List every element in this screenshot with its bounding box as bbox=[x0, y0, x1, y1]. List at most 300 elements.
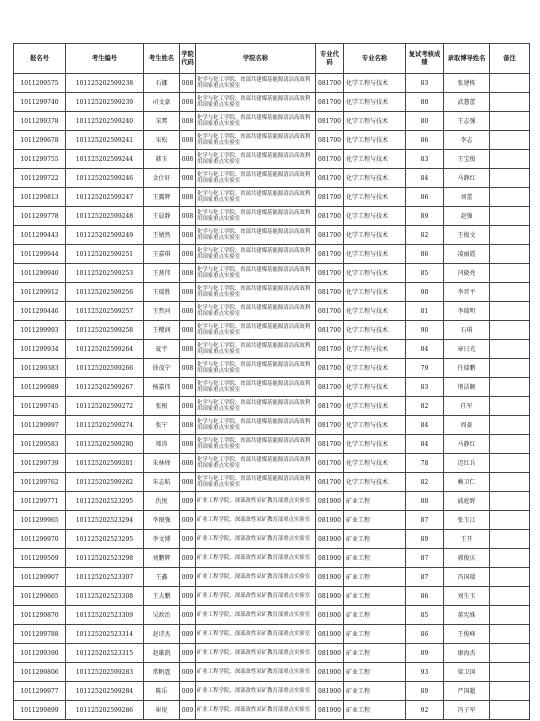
college-code-cell: 009 bbox=[180, 644, 196, 663]
application-no-cell: 1011299813 bbox=[14, 188, 66, 207]
college-name-cell: 化学与化工学院、省部共建煤基能源清洁高效利用国家重点实验室 bbox=[196, 150, 316, 169]
supervisor-cell: 郭俊庆 bbox=[444, 549, 490, 568]
major-name-cell: 化学工程与技术 bbox=[344, 302, 406, 321]
candidate-name-cell: 夏宇 bbox=[144, 340, 180, 359]
college-code-cell: 008 bbox=[180, 416, 196, 435]
table-row bbox=[14, 378, 530, 397]
retest-score-cell: 85 bbox=[406, 264, 444, 283]
candidate-name-cell: 常帆霆 bbox=[144, 663, 180, 682]
table-row bbox=[14, 340, 530, 359]
remarks-cell bbox=[490, 302, 530, 321]
application-no-cell: 1011299755 bbox=[14, 150, 66, 169]
college-name-cell: 化学与化工学院、省部共建煤基能源清洁高效利用国家重点实验室 bbox=[196, 207, 316, 226]
table-row bbox=[14, 416, 530, 435]
candidate-no-cell: 101125202599267 bbox=[66, 378, 144, 397]
application-no-cell: 1011299806 bbox=[14, 663, 66, 682]
remarks-cell bbox=[490, 568, 530, 587]
supervisor-cell: 凌丽霞 bbox=[444, 245, 490, 264]
candidate-no-cell: 101125202599272 bbox=[66, 397, 144, 416]
application-no-cell: 1011299443 bbox=[14, 226, 66, 245]
retest-score-cell: 86 bbox=[406, 131, 444, 150]
major-code-cell: 081700 bbox=[316, 283, 344, 302]
application-no-cell: 1011299934 bbox=[14, 340, 66, 359]
application-no-cell: 1011299977 bbox=[14, 682, 66, 701]
college-name-cell: 化学与化工学院、省部共建煤基能源清洁高效利用国家重点实验室 bbox=[196, 378, 316, 397]
retest-score-cell: 86 bbox=[406, 587, 444, 606]
candidate-name-cell: 陈乐 bbox=[144, 682, 180, 701]
candidate-no-cell: 101125202599283 bbox=[66, 663, 144, 682]
candidate-name-cell: 王婧然 bbox=[144, 226, 180, 245]
retest-score-cell: 87 bbox=[406, 568, 444, 587]
supervisor-cell: 荆洁颖 bbox=[444, 378, 490, 397]
major-name-cell: 化学工程与技术 bbox=[344, 473, 406, 492]
table-row bbox=[14, 188, 530, 207]
remarks-cell bbox=[490, 606, 530, 625]
college-code-cell: 009 bbox=[180, 625, 196, 644]
table-row bbox=[14, 625, 530, 644]
remarks-cell bbox=[490, 378, 530, 397]
application-no-cell: 1011299788 bbox=[14, 625, 66, 644]
application-no-cell: 1011299912 bbox=[14, 283, 66, 302]
major-name-cell: 矿业工程 bbox=[344, 511, 406, 530]
major-name-cell: 矿业工程 bbox=[344, 606, 406, 625]
candidate-no-cell: 101125202523308 bbox=[66, 587, 144, 606]
college-code-cell: 008 bbox=[180, 226, 196, 245]
candidate-name-cell: 杨嘉伟 bbox=[144, 378, 180, 397]
candidate-no-cell: 101125202599253 bbox=[66, 264, 144, 283]
candidate-name-cell: 朱林烽 bbox=[144, 454, 180, 473]
college-name-cell: 矿业工程学院、深部改性采矿教育部重点实验室 bbox=[196, 701, 316, 720]
college-code-cell: 008 bbox=[180, 283, 196, 302]
candidate-no-cell: 101125202599264 bbox=[66, 340, 144, 359]
header-remarks: 备注 bbox=[490, 44, 530, 74]
major-name-cell: 矿业工程 bbox=[344, 492, 406, 511]
table-row bbox=[14, 302, 530, 321]
application-no-cell: 1011299899 bbox=[14, 701, 66, 720]
table-row bbox=[14, 435, 530, 454]
table-row bbox=[14, 264, 530, 283]
college-code-cell: 008 bbox=[180, 207, 196, 226]
application-no-cell: 1011299722 bbox=[14, 169, 66, 188]
college-name-cell: 化学与化工学院、省部共建煤基能源清洁高效利用国家重点实验室 bbox=[196, 473, 316, 492]
retest-score-cell: 93 bbox=[406, 663, 444, 682]
application-no-cell: 1011299383 bbox=[14, 359, 66, 378]
college-code-cell: 008 bbox=[180, 131, 196, 150]
retest-score-cell: 84 bbox=[406, 340, 444, 359]
candidate-no-cell: 101125202599244 bbox=[66, 150, 144, 169]
major-name-cell: 化学工程与技术 bbox=[344, 321, 406, 340]
table-row bbox=[14, 150, 530, 169]
candidate-name-cell: 王露辉 bbox=[144, 188, 180, 207]
major-name-cell: 化学工程与技术 bbox=[344, 416, 406, 435]
major-code-cell: 081700 bbox=[316, 416, 344, 435]
candidate-no-cell: 101125202599280 bbox=[66, 435, 144, 454]
remarks-cell bbox=[490, 321, 530, 340]
candidate-no-cell: 101125202599246 bbox=[66, 169, 144, 188]
supervisor-cell: 刘蕾 bbox=[444, 188, 490, 207]
college-name-cell: 化学与化工学院、省部共建煤基能源清洁高效利用国家重点实验室 bbox=[196, 454, 316, 473]
college-code-cell: 009 bbox=[180, 511, 196, 530]
major-name-cell: 化学工程与技术 bbox=[344, 283, 406, 302]
major-code-cell: 081900 bbox=[316, 625, 344, 644]
supervisor-cell: 赵强 bbox=[444, 207, 490, 226]
major-code-cell: 081900 bbox=[316, 549, 344, 568]
supervisor-cell: 迟红兵 bbox=[444, 454, 490, 473]
candidate-name-cell: 赵雄凯 bbox=[144, 644, 180, 663]
supervisor-cell: 武慧蕾 bbox=[444, 93, 490, 112]
college-name-cell: 矿业工程学院、深部改性采矿教育部重点实验室 bbox=[196, 549, 316, 568]
application-no-cell: 1011299446 bbox=[14, 302, 66, 321]
retest-score-cell: 89 bbox=[406, 644, 444, 663]
supervisor-cell: 闫晓亮 bbox=[444, 264, 490, 283]
college-name-cell: 矿业工程学院、深部改性采矿教育部重点实验室 bbox=[196, 530, 316, 549]
table-row bbox=[14, 226, 530, 245]
supervisor-cell: 李志 bbox=[444, 131, 490, 150]
remarks-cell bbox=[490, 530, 530, 549]
candidate-name-cell: 宋霄 bbox=[144, 112, 180, 131]
table-row bbox=[14, 663, 530, 682]
retest-score-cell: 83 bbox=[406, 74, 444, 93]
major-name-cell: 化学工程与技术 bbox=[344, 131, 406, 150]
major-code-cell: 081900 bbox=[316, 568, 344, 587]
major-name-cell: 化学工程与技术 bbox=[344, 340, 406, 359]
supervisor-cell: 张建栋 bbox=[444, 74, 490, 93]
major-name-cell: 矿业工程 bbox=[344, 530, 406, 549]
retest-score-cell: 82 bbox=[406, 397, 444, 416]
major-code-cell: 081700 bbox=[316, 150, 344, 169]
college-code-cell: 009 bbox=[180, 606, 196, 625]
major-name-cell: 矿业工程 bbox=[344, 682, 406, 701]
candidate-no-cell: 101125202599286 bbox=[66, 701, 144, 720]
retest-score-cell: 82 bbox=[406, 226, 444, 245]
candidate-name-cell: 赵诗杰 bbox=[144, 625, 180, 644]
major-name-cell: 化学工程与技术 bbox=[344, 245, 406, 264]
candidate-no-cell: 101125202599258 bbox=[66, 321, 144, 340]
remarks-cell bbox=[490, 112, 530, 131]
candidate-no-cell: 101125202523295 bbox=[66, 530, 144, 549]
major-name-cell: 化学工程与技术 bbox=[344, 226, 406, 245]
major-code-cell: 081700 bbox=[316, 321, 344, 340]
table-row bbox=[14, 131, 530, 150]
college-code-cell: 009 bbox=[180, 492, 196, 511]
candidate-no-cell: 101125202599284 bbox=[66, 682, 144, 701]
header-major-code: 专业代码 bbox=[316, 44, 344, 74]
major-code-cell: 081700 bbox=[316, 340, 344, 359]
major-name-cell: 化学工程与技术 bbox=[344, 454, 406, 473]
application-no-cell: 1011299665 bbox=[14, 587, 66, 606]
application-no-cell: 1011299944 bbox=[14, 245, 66, 264]
retest-score-cell: 86 bbox=[406, 188, 444, 207]
remarks-cell bbox=[490, 93, 530, 112]
table-row bbox=[14, 701, 530, 720]
candidate-no-cell: 101125202523298 bbox=[66, 549, 144, 568]
supervisor-cell: 冯国瑞 bbox=[444, 568, 490, 587]
candidate-name-cell: 刘鹏辉 bbox=[144, 549, 180, 568]
college-name-cell: 矿业工程学院、深部改性采矿教育部重点实验室 bbox=[196, 682, 316, 701]
remarks-cell bbox=[490, 435, 530, 454]
college-code-cell: 008 bbox=[180, 112, 196, 131]
supervisor-cell: 董宪姝 bbox=[444, 606, 490, 625]
college-name-cell: 化学与化工学院、省部共建煤基能源清洁高效利用国家重点实验室 bbox=[196, 435, 316, 454]
major-code-cell: 081700 bbox=[316, 435, 344, 454]
remarks-cell bbox=[490, 492, 530, 511]
major-code-cell: 081700 bbox=[316, 454, 344, 473]
table-row bbox=[14, 454, 530, 473]
candidate-no-cell: 101125202523295 bbox=[66, 492, 144, 511]
application-no-cell: 1011299989 bbox=[14, 378, 66, 397]
table-row bbox=[14, 207, 530, 226]
application-no-cell: 1011299993 bbox=[14, 321, 66, 340]
remarks-cell bbox=[490, 245, 530, 264]
major-name-cell: 化学工程与技术 bbox=[344, 359, 406, 378]
college-code-cell: 008 bbox=[180, 93, 196, 112]
table-row bbox=[14, 606, 530, 625]
retest-score-cell: 89 bbox=[406, 530, 444, 549]
college-name-cell: 化学与化工学院、省部共建煤基能源清洁高效利用国家重点实验室 bbox=[196, 359, 316, 378]
major-name-cell: 化学工程与技术 bbox=[344, 397, 406, 416]
application-no-cell: 1011299771 bbox=[14, 492, 66, 511]
header-application-no: 报名号 bbox=[14, 44, 66, 74]
major-name-cell: 化学工程与技术 bbox=[344, 378, 406, 397]
retest-score-cell: 80 bbox=[406, 112, 444, 131]
table-body bbox=[14, 74, 530, 720]
retest-score-cell: 84 bbox=[406, 435, 444, 454]
remarks-cell bbox=[490, 188, 530, 207]
application-no-cell: 1011299778 bbox=[14, 207, 66, 226]
candidate-name-cell: 张宁 bbox=[144, 416, 180, 435]
supervisor-cell: 任军 bbox=[444, 397, 490, 416]
application-no-cell: 1011299965 bbox=[14, 511, 66, 530]
retest-score-cell: 78 bbox=[406, 454, 444, 473]
college-code-cell: 009 bbox=[180, 549, 196, 568]
college-name-cell: 化学与化工学院、省部共建煤基能源清洁高效利用国家重点实验室 bbox=[196, 112, 316, 131]
candidate-no-cell: 101125202523309 bbox=[66, 606, 144, 625]
retest-score-cell: 89 bbox=[406, 682, 444, 701]
table-row bbox=[14, 587, 530, 606]
candidate-name-cell: 李文博 bbox=[144, 530, 180, 549]
candidate-no-cell: 101125202599240 bbox=[66, 112, 144, 131]
retest-score-cell: 85 bbox=[406, 606, 444, 625]
retest-score-cell: 87 bbox=[406, 549, 444, 568]
candidate-no-cell: 101125202599266 bbox=[66, 359, 144, 378]
candidate-no-cell: 101125202523314 bbox=[66, 625, 144, 644]
supervisor-cell: 周豪 bbox=[444, 416, 490, 435]
admission-table bbox=[13, 43, 530, 720]
supervisor-cell: 张玉江 bbox=[444, 511, 490, 530]
table-row bbox=[14, 245, 530, 264]
table-row bbox=[14, 112, 530, 131]
remarks-cell bbox=[490, 264, 530, 283]
candidate-name-cell: 吴政治 bbox=[144, 606, 180, 625]
major-name-cell: 化学工程与技术 bbox=[344, 435, 406, 454]
college-code-cell: 008 bbox=[180, 321, 196, 340]
college-code-cell: 008 bbox=[180, 435, 196, 454]
major-code-cell: 081700 bbox=[316, 207, 344, 226]
application-no-cell: 1011299678 bbox=[14, 131, 66, 150]
major-code-cell: 081900 bbox=[316, 701, 344, 720]
college-name-cell: 矿业工程学院、深部改性采矿教育部重点实验室 bbox=[196, 568, 316, 587]
candidate-name-cell: 金仕轩 bbox=[144, 169, 180, 188]
remarks-cell bbox=[490, 454, 530, 473]
major-code-cell: 081900 bbox=[316, 644, 344, 663]
college-name-cell: 矿业工程学院、深部改性采矿教育部重点实验室 bbox=[196, 492, 316, 511]
supervisor-cell: 马静红 bbox=[444, 169, 490, 188]
remarks-cell bbox=[490, 74, 530, 93]
college-name-cell: 化学与化工学院、省部共建煤基能源清洁高效利用国家重点实验室 bbox=[196, 188, 316, 207]
major-code-cell: 081700 bbox=[316, 188, 344, 207]
remarks-cell bbox=[490, 340, 530, 359]
header-college-code: 学院代码 bbox=[180, 44, 196, 74]
major-code-cell: 081700 bbox=[316, 397, 344, 416]
candidate-name-cell: 朱志航 bbox=[144, 473, 180, 492]
college-name-cell: 矿业工程学院、深部改性采矿教育部重点实验室 bbox=[196, 587, 316, 606]
application-no-cell: 1011299740 bbox=[14, 93, 66, 112]
college-code-cell: 008 bbox=[180, 169, 196, 188]
supervisor-cell: 马静红 bbox=[444, 435, 490, 454]
college-code-cell: 009 bbox=[180, 568, 196, 587]
major-code-cell: 081900 bbox=[316, 606, 344, 625]
remarks-cell bbox=[490, 397, 530, 416]
major-name-cell: 化学工程与技术 bbox=[344, 188, 406, 207]
candidate-no-cell: 101125202599282 bbox=[66, 473, 144, 492]
college-code-cell: 009 bbox=[180, 663, 196, 682]
major-code-cell: 081700 bbox=[316, 302, 344, 321]
candidate-name-cell: 韩玉 bbox=[144, 150, 180, 169]
table-row bbox=[14, 321, 530, 340]
supervisor-cell: 刘生玉 bbox=[444, 587, 490, 606]
college-code-cell: 008 bbox=[180, 245, 196, 264]
retest-score-cell: 87 bbox=[406, 511, 444, 530]
candidate-no-cell: 101125202523307 bbox=[66, 568, 144, 587]
application-no-cell: 1011299940 bbox=[14, 264, 66, 283]
college-code-cell: 009 bbox=[180, 682, 196, 701]
retest-score-cell: 90 bbox=[406, 321, 444, 340]
candidate-no-cell: 101125202523315 bbox=[66, 644, 144, 663]
college-name-cell: 化学与化工学院、省部共建煤基能源清洁高效利用国家重点实验室 bbox=[196, 397, 316, 416]
college-code-cell: 008 bbox=[180, 264, 196, 283]
candidate-no-cell: 101125202599249 bbox=[66, 226, 144, 245]
major-code-cell: 081900 bbox=[316, 511, 344, 530]
supervisor-cell: 王俊峰 bbox=[444, 625, 490, 644]
major-name-cell: 矿业工程 bbox=[344, 587, 406, 606]
candidate-no-cell: 101125202599274 bbox=[66, 416, 144, 435]
table-row bbox=[14, 530, 530, 549]
college-code-cell: 008 bbox=[180, 150, 196, 169]
retest-score-cell: 90 bbox=[406, 283, 444, 302]
major-name-cell: 化学工程与技术 bbox=[344, 169, 406, 188]
remarks-cell bbox=[490, 549, 530, 568]
major-name-cell: 矿业工程 bbox=[344, 663, 406, 682]
remarks-cell bbox=[490, 226, 530, 245]
supervisor-cell: 章日光 bbox=[444, 340, 490, 359]
supervisor-cell: 冯子军 bbox=[444, 701, 490, 720]
candidate-name-cell: 王嘉琪 bbox=[144, 245, 180, 264]
retest-score-cell: 92 bbox=[406, 701, 444, 720]
candidate-name-cell: 王燕伟 bbox=[144, 264, 180, 283]
retest-score-cell: 83 bbox=[406, 150, 444, 169]
major-name-cell: 矿业工程 bbox=[344, 625, 406, 644]
remarks-cell bbox=[490, 150, 530, 169]
retest-score-cell: 89 bbox=[406, 207, 444, 226]
candidate-name-cell: 王哲河 bbox=[144, 302, 180, 321]
candidate-name-cell: 仇悦 bbox=[144, 492, 180, 511]
retest-score-cell: 79 bbox=[406, 359, 444, 378]
college-code-cell: 008 bbox=[180, 359, 196, 378]
supervisor-cell: 赖卫仁 bbox=[444, 473, 490, 492]
college-name-cell: 矿业工程学院、深部改性采矿教育部重点实验室 bbox=[196, 663, 316, 682]
major-name-cell: 化学工程与技术 bbox=[344, 93, 406, 112]
supervisor-cell: 王志强 bbox=[444, 112, 490, 131]
candidate-name-cell: 崔锐 bbox=[144, 701, 180, 720]
major-name-cell: 化学工程与技术 bbox=[344, 74, 406, 93]
major-name-cell: 矿业工程 bbox=[344, 644, 406, 663]
college-name-cell: 化学与化工学院、省部共建煤基能源清洁高效利用国家重点实验室 bbox=[196, 131, 316, 150]
application-no-cell: 1011299583 bbox=[14, 435, 66, 454]
retest-score-cell: 84 bbox=[406, 169, 444, 188]
application-no-cell: 1011299870 bbox=[14, 606, 66, 625]
major-code-cell: 081700 bbox=[316, 131, 344, 150]
college-name-cell: 化学与化工学院、省部共建煤基能源清洁高效利用国家重点实验室 bbox=[196, 340, 316, 359]
college-code-cell: 008 bbox=[180, 454, 196, 473]
table-header bbox=[14, 44, 530, 74]
supervisor-cell: 石琪 bbox=[444, 321, 490, 340]
table-row bbox=[14, 644, 530, 663]
table-row bbox=[14, 511, 530, 530]
college-code-cell: 008 bbox=[180, 302, 196, 321]
candidate-no-cell: 101125202599281 bbox=[66, 454, 144, 473]
college-code-cell: 008 bbox=[180, 378, 196, 397]
supervisor-cell: 康海杰 bbox=[444, 644, 490, 663]
header-college-name: 学院名称 bbox=[196, 44, 316, 74]
remarks-cell bbox=[490, 169, 530, 188]
application-no-cell: 1011299745 bbox=[14, 397, 66, 416]
college-name-cell: 化学与化工学院、省部共建煤基能源清洁高效利用国家重点实验室 bbox=[196, 169, 316, 188]
table-row bbox=[14, 473, 530, 492]
college-name-cell: 矿业工程学院、深部改性采矿教育部重点实验室 bbox=[196, 511, 316, 530]
college-name-cell: 化学与化工学院、省部共建煤基能源清洁高效利用国家重点实验室 bbox=[196, 416, 316, 435]
major-name-cell: 化学工程与技术 bbox=[344, 150, 406, 169]
college-name-cell: 化学与化工学院、省部共建煤基能源清洁高效利用国家重点实验室 bbox=[196, 93, 316, 112]
remarks-cell bbox=[490, 682, 530, 701]
college-name-cell: 化学与化工学院、省部共建煤基能源清洁高效利用国家重点实验室 bbox=[196, 264, 316, 283]
college-name-cell: 化学与化工学院、省部共建煤基能源清洁高效利用国家重点实验室 bbox=[196, 74, 316, 93]
remarks-cell bbox=[490, 416, 530, 435]
college-name-cell: 化学与化工学院、省部共建煤基能源清洁高效利用国家重点实验室 bbox=[196, 226, 316, 245]
application-no-cell: 1011299907 bbox=[14, 568, 66, 587]
retest-score-cell: 82 bbox=[406, 473, 444, 492]
remarks-cell bbox=[490, 283, 530, 302]
candidate-no-cell: 101125202599256 bbox=[66, 283, 144, 302]
major-name-cell: 化学工程与技术 bbox=[344, 112, 406, 131]
candidate-no-cell: 101125202599248 bbox=[66, 207, 144, 226]
major-name-cell: 化学工程与技术 bbox=[344, 264, 406, 283]
college-name-cell: 矿业工程学院、深部改性采矿教育部重点实验室 bbox=[196, 625, 316, 644]
supervisor-cell: 李晋平 bbox=[444, 283, 490, 302]
candidate-no-cell: 101125202599251 bbox=[66, 245, 144, 264]
application-no-cell: 1011299509 bbox=[14, 549, 66, 568]
supervisor-cell: 王俊文 bbox=[444, 226, 490, 245]
major-code-cell: 081700 bbox=[316, 378, 344, 397]
supervisor-cell: 戚庭野 bbox=[444, 492, 490, 511]
supervisor-cell: 王宝俊 bbox=[444, 150, 490, 169]
remarks-cell bbox=[490, 663, 530, 682]
college-code-cell: 009 bbox=[180, 701, 196, 720]
candidate-name-cell: 王鑫 bbox=[144, 568, 180, 587]
college-name-cell: 化学与化工学院、省部共建煤基能源清洁高效利用国家重点实验室 bbox=[196, 302, 316, 321]
major-name-cell: 化学工程与技术 bbox=[344, 207, 406, 226]
table-row bbox=[14, 169, 530, 188]
candidate-name-cell: 司文豪 bbox=[144, 93, 180, 112]
